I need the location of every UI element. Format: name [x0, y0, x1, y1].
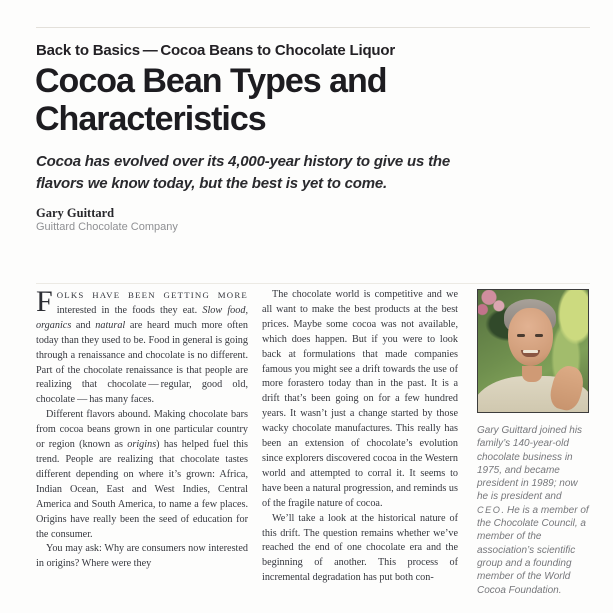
- paragraph-different-flavors: [36, 408, 248, 542]
- text-segment: The chocolate world is competitive and we all want to make the best products at the best prices. Maybe some cocoa was not available, which does happen. But if you were to look back at formulations that made companies famous you might see a drift towards the use of more forastero today than in the past. It is a drift that’s been going on for a few hundred years. It wasn’t just a change started by those wacky chocolate manufactures. This really has been an extension of chocolate’s evolution since explorers discovered cocoa in the Western world and attempted to corral it. It seems to have been a natural progression, and reminds us of the fragile nature of cocoa.: [262, 289, 458, 509]
- paragraph-you-may-ask: [36, 542, 248, 572]
- article-kicker: Back to Basics — Cocoa Beans to Chocolate Liquor: [36, 42, 395, 59]
- article-title: [35, 62, 387, 138]
- text-segment: origins: [127, 439, 157, 451]
- article-deck-line1: Cocoa has evolved over its 4,000-year history to give us the: [36, 153, 450, 170]
- photo-teeth-shape: [523, 350, 538, 353]
- author-affiliation: Guittard Chocolate Company: [36, 221, 178, 233]
- author-sidebar: [477, 289, 591, 597]
- text-segment: You may ask: Why are consumers now interested in origins? Where were they: [36, 543, 248, 570]
- photo-right-eye-shape: [535, 334, 543, 337]
- text-segment: We’ll take a look at the historical nature of this drift. The question remains whether we’ve reached the end of one chocolate era and the beginning of another. This process of incremental degradation has put both con-: [262, 512, 458, 584]
- paragraph-folks-intro: [36, 288, 248, 408]
- photo-caption: [477, 424, 591, 597]
- photo-face-shape: [508, 308, 553, 366]
- body-column-2: [262, 288, 458, 613]
- text-segment: . He is a member of the Chocolate Council, a member of the association’s scientific group and a founding member of the World Cocoa Foundation.: [477, 504, 589, 596]
- columns-top-rule: [36, 283, 590, 284]
- drop-cap: F: [36, 288, 53, 318]
- text-segment: are heard much more often today than they used to be. Food in general is going through a renaissance and chocolate is no different. Part of the chocolate renaissance is that people are realizing that chocolate — regular, good old, chocolate — has many faces.: [36, 319, 248, 406]
- text-segment: Slow food, organics: [36, 304, 248, 331]
- text-segment: natural: [95, 319, 126, 331]
- text-segment: and: [71, 319, 96, 331]
- top-rule: [36, 27, 590, 28]
- text-segment: Gary Guittard joined his family’s 140-year-old chocolate business in 1975, and became president in 1989; now he is president and: [477, 425, 583, 503]
- article-deck: [36, 151, 450, 194]
- article-deck-line2: flavors we know today, but the best is yet to come.: [36, 174, 387, 192]
- text-segment: Different flavors abound. Making chocolate bars from cocoa beans grown in one particular country or region (known as: [36, 409, 248, 451]
- gary-guittard-photo: [477, 289, 589, 413]
- text-segment: interested in the foods they eat.: [56, 304, 203, 316]
- paragraph-chocolate-world: [262, 288, 458, 512]
- photo-left-eye-shape: [517, 334, 525, 337]
- article-title-line2: Characteristics: [35, 100, 266, 138]
- photo-neck-shape: [522, 366, 542, 382]
- paragraph-historical-nature: [262, 512, 458, 587]
- text-segment: ) has helped fuel this trend. People are realizing that chocolate tastes different depending on where it’s grown: Africa, Indian Ocean, East and West Indies, Central America and South America, to name a few places. Origins have really been the seed of education for the consumer.: [36, 439, 248, 540]
- article-title-line1: Cocoa Bean Types and: [35, 62, 387, 100]
- text-segment: CEO: [477, 504, 502, 515]
- text-segment: OLKS HAVE BEEN GETTING MORE: [56, 290, 248, 300]
- author-byline: Gary Guittard: [36, 206, 115, 220]
- body-column-1: [36, 288, 248, 613]
